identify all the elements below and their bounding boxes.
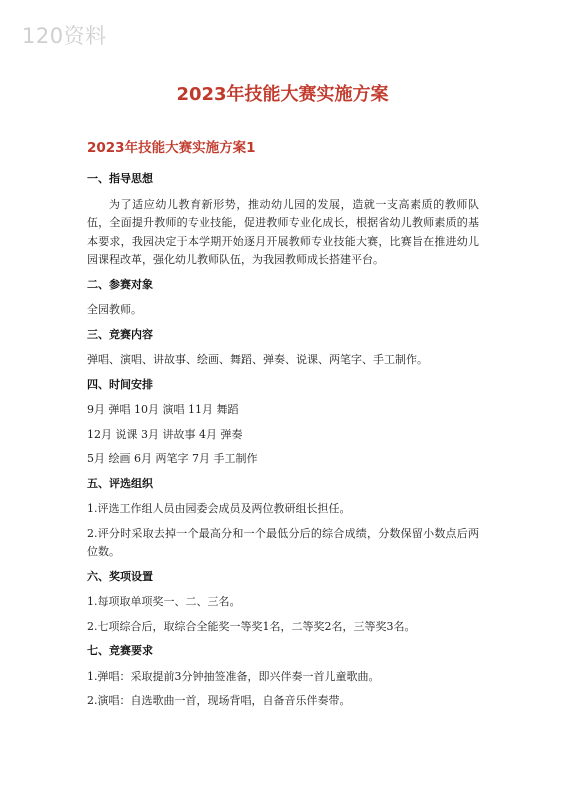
document-title: 2023年技能大赛实施方案 bbox=[176, 84, 389, 105]
paragraph: 为了适应幼儿教育新形势，推动幼儿园的发展，造就一支高素质的教师队伍，全面提升教师的专业技能，促进教师专业化成长，根据省幼儿教师素质的基本要求，我园决定于本学期开始逐月开展教师专业技能大赛，比赛旨在推进幼儿园课程改革，强化幼儿教师队伍，为我园教师成长搭建平台。 bbox=[87, 197, 479, 266]
paragraph: 全园教师。 bbox=[87, 303, 142, 316]
section-heading: 七、竞赛要求 bbox=[87, 644, 153, 657]
paragraph: 1.弹唱：采取提前3分钟抽签准备，即兴伴奏一首儿童歌曲。 bbox=[87, 669, 380, 683]
paragraph: 2.演唱：自选歌曲一首，现场背唱，自备音乐伴奏带。 bbox=[87, 694, 351, 707]
section-heading: 一、指导思想 bbox=[87, 172, 153, 185]
paragraph: 1.评选工作组人员由园委会成员及两位教研组长担任。 bbox=[87, 502, 351, 515]
section-subtitle: 2023年技能大赛实施方案1 bbox=[87, 140, 256, 156]
paragraph: 5月 绘画 6月 两笔字 7月 手工制作 bbox=[87, 452, 258, 465]
section-heading: 三、竞赛内容 bbox=[87, 327, 153, 341]
section-schedule bbox=[87, 376, 479, 469]
paragraph: 9月 弹唱 10月 演唱 11月 舞蹈 bbox=[87, 403, 239, 416]
section-awards bbox=[87, 568, 479, 637]
section-heading: 六、奖项设置 bbox=[87, 569, 153, 583]
section-guiding-ideology bbox=[87, 170, 479, 270]
paragraph: 12月 说课 3月 讲故事 4月 弹奏 bbox=[87, 427, 243, 441]
watermark-logo: 120资料 bbox=[22, 24, 107, 48]
section-heading: 四、时间安排 bbox=[87, 377, 153, 391]
section-requirements bbox=[87, 642, 479, 711]
section-heading: 二、参赛对象 bbox=[87, 277, 153, 291]
section-heading: 五、评选组织 bbox=[87, 476, 153, 490]
section-participants bbox=[87, 276, 479, 320]
document-body bbox=[87, 170, 479, 717]
paragraph: 2.七项综合后，取综合全能奖一等奖1名，二等奖2名，三等奖3名。 bbox=[87, 619, 416, 633]
paragraph: 弹唱、演唱、讲故事、绘画、舞蹈、弹奏、说课、两笔字、手工制作。 bbox=[87, 353, 428, 366]
paragraph: 2.评分时采取去掉一个最高分和一个最低分后的综合成绩，分数保留小数点后两位数。 bbox=[87, 526, 479, 558]
paragraph: 1.每项取单项奖一、二、三名。 bbox=[87, 595, 241, 608]
section-contents bbox=[87, 326, 479, 370]
section-judging bbox=[87, 475, 479, 562]
